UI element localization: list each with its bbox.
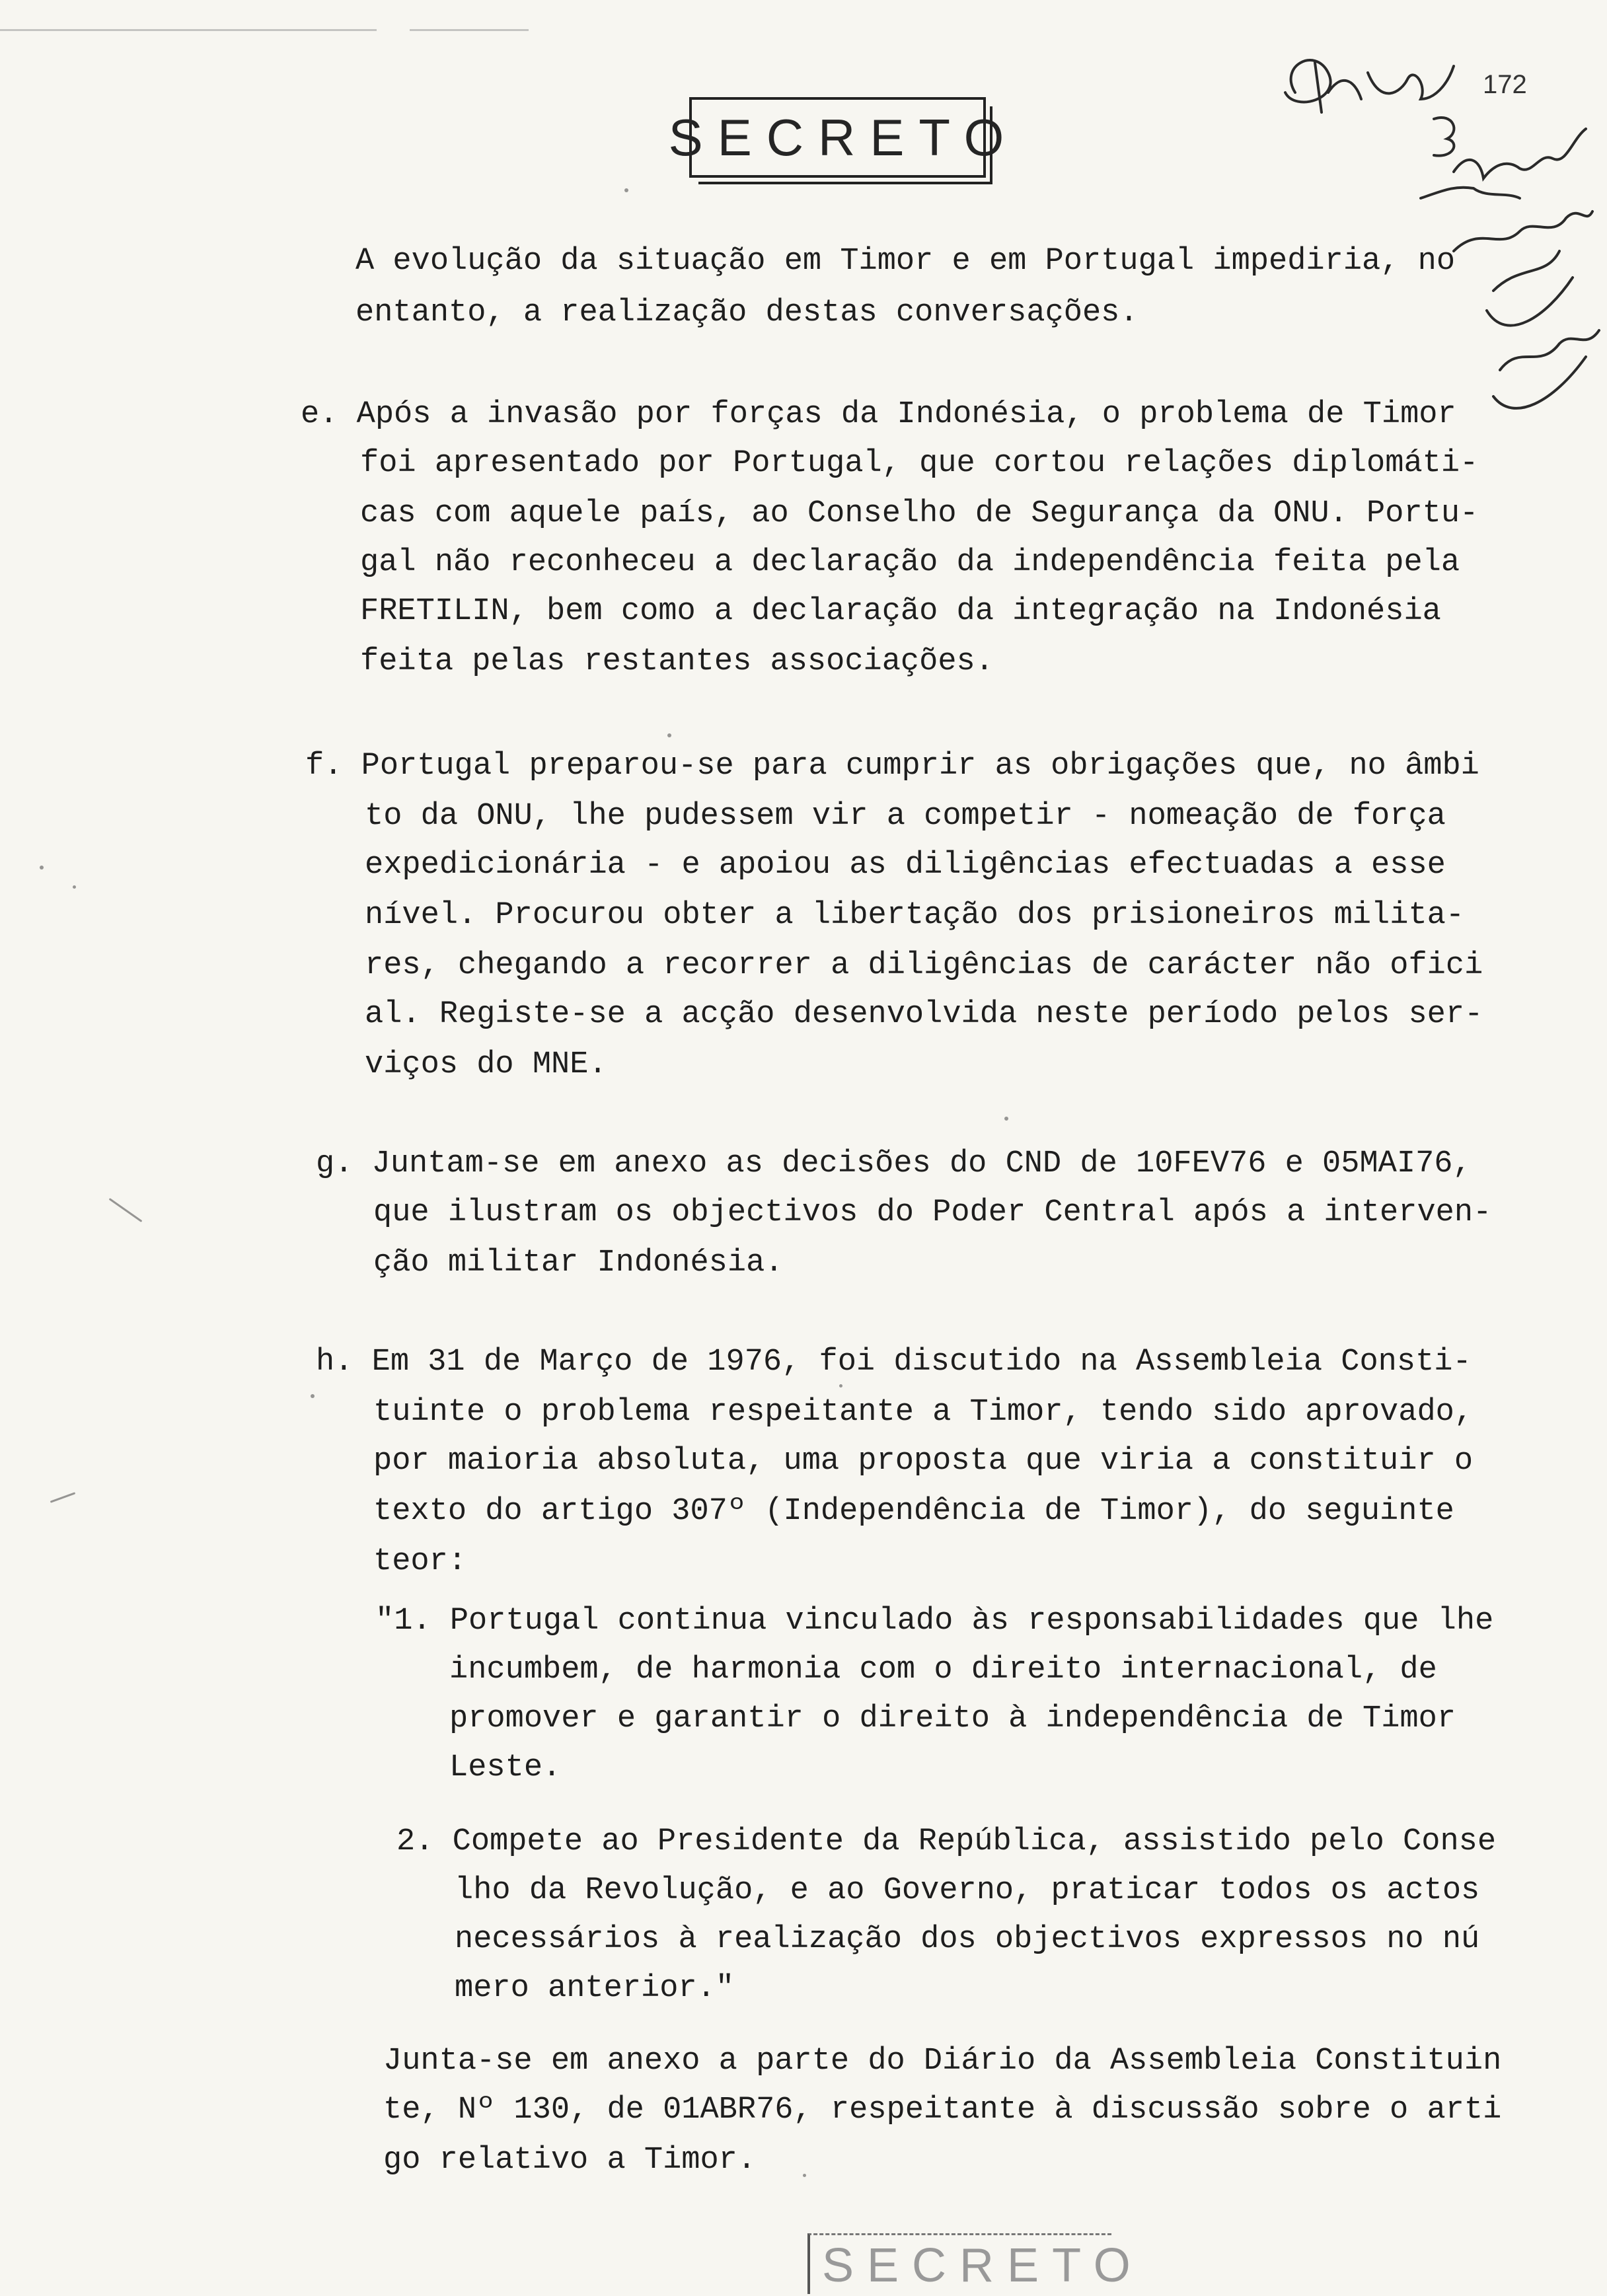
- text-line: te, Nº 130, de 01ABR76, respeitante à discussão sobre o arti: [383, 2092, 1502, 2128]
- text-line: mero anterior.": [455, 1971, 735, 2006]
- scan-speck: [311, 1394, 315, 1398]
- text-line: incumbem, de harmonia com o direito internacional, de: [449, 1652, 1437, 1687]
- text-line: foi apresentado por Portugal, que cortou relações diplomáti-: [360, 446, 1479, 481]
- text-line: lho da Revolução, e ao Governo, praticar todos os actos: [455, 1873, 1480, 1908]
- scan-speck: [803, 2174, 806, 2177]
- text-line: feita pelas restantes associações.: [360, 644, 994, 679]
- text-line: necessários à realização dos objectivos expressos no nú: [455, 1922, 1480, 1957]
- text-line: 2. Compete ao Presidente da República, assistido pelo Conse: [396, 1824, 1497, 1859]
- text-line: teor:: [373, 1544, 467, 1579]
- text-line: viços do MNE.: [365, 1047, 607, 1082]
- text-line: ção militar Indonésia.: [373, 1245, 784, 1280]
- text-line: res, chegando a recorrer a diligências de carácter não ofici: [365, 948, 1483, 983]
- classification-stamp: SECRETO: [689, 97, 986, 178]
- text-line: e. Após a invasão por forças da Indonésia, o problema de Timor: [301, 397, 1456, 432]
- text-line: h. Em 31 de Março de 1976, foi discutido na Assembleia Consti-: [316, 1345, 1472, 1380]
- text-line: to da ONU, lhe pudessem vir a competir - nomeação de força: [365, 799, 1446, 834]
- text-line: Leste.: [449, 1750, 562, 1785]
- scan-speck: [1004, 1117, 1008, 1121]
- text-line: go relativo a Timor.: [383, 2143, 757, 2178]
- scan-speck: [73, 885, 76, 889]
- page-number: 172: [1483, 70, 1527, 99]
- text-line: texto do artigo 307º (Independência de Timor), do seguinte: [373, 1494, 1454, 1529]
- scan-mark: [109, 1198, 143, 1222]
- text-line: expedicionária - e apoiou as diligências efectuadas a esse: [365, 848, 1446, 883]
- text-line: g. Juntam-se em anexo as decisões do CND de 10FEV76 e 05MAI76,: [316, 1146, 1472, 1181]
- text-line: por maioria absoluta, uma proposta que viria a constituir o: [373, 1444, 1474, 1479]
- text-line: FRETILIN, bem como a declaração da integração na Indonésia: [360, 594, 1441, 629]
- scan-speck: [624, 188, 628, 192]
- text-line: gal não reconheceu a declaração da independência feita pela: [360, 545, 1460, 580]
- text-line: cas com aquele país, ao Conselho de Segurança da ONU. Portu-: [360, 496, 1479, 531]
- scan-speck: [40, 866, 44, 870]
- text-line: Junta-se em anexo a parte do Diário da Assembleia Constituin: [383, 2044, 1502, 2079]
- text-line: entanto, a realização destas conversações.: [355, 295, 1139, 330]
- text-line: nível. Procurou obter a libertação dos prisioneiros milita-: [365, 898, 1465, 933]
- text-line: que ilustram os objectivos do Poder Central após a interven-: [373, 1195, 1492, 1230]
- classification-stamp-bottom: SECRETO: [807, 2233, 1111, 2294]
- handwritten-annotation: [0, 0, 1607, 463]
- text-line: A evolução da situação em Timor e em Portugal impediria, no: [355, 244, 1456, 279]
- text-line: al. Registe-se a acção desenvolvida neste período pelos ser-: [365, 997, 1483, 1032]
- text-line: f. Portugal preparou-se para cumprir as obrigações que, no âmbi: [305, 749, 1479, 784]
- scan-mark: [50, 1492, 76, 1503]
- text-line: tuinte o problema respeitante a Timor, tendo sido aprovado,: [373, 1395, 1474, 1430]
- text-line: promover e garantir o direito à independência de Timor: [449, 1701, 1456, 1736]
- text-line: "1. Portugal continua vinculado às responsabilidades que lhe: [375, 1604, 1494, 1639]
- scan-speck: [839, 1384, 842, 1388]
- scan-speck: [667, 733, 671, 737]
